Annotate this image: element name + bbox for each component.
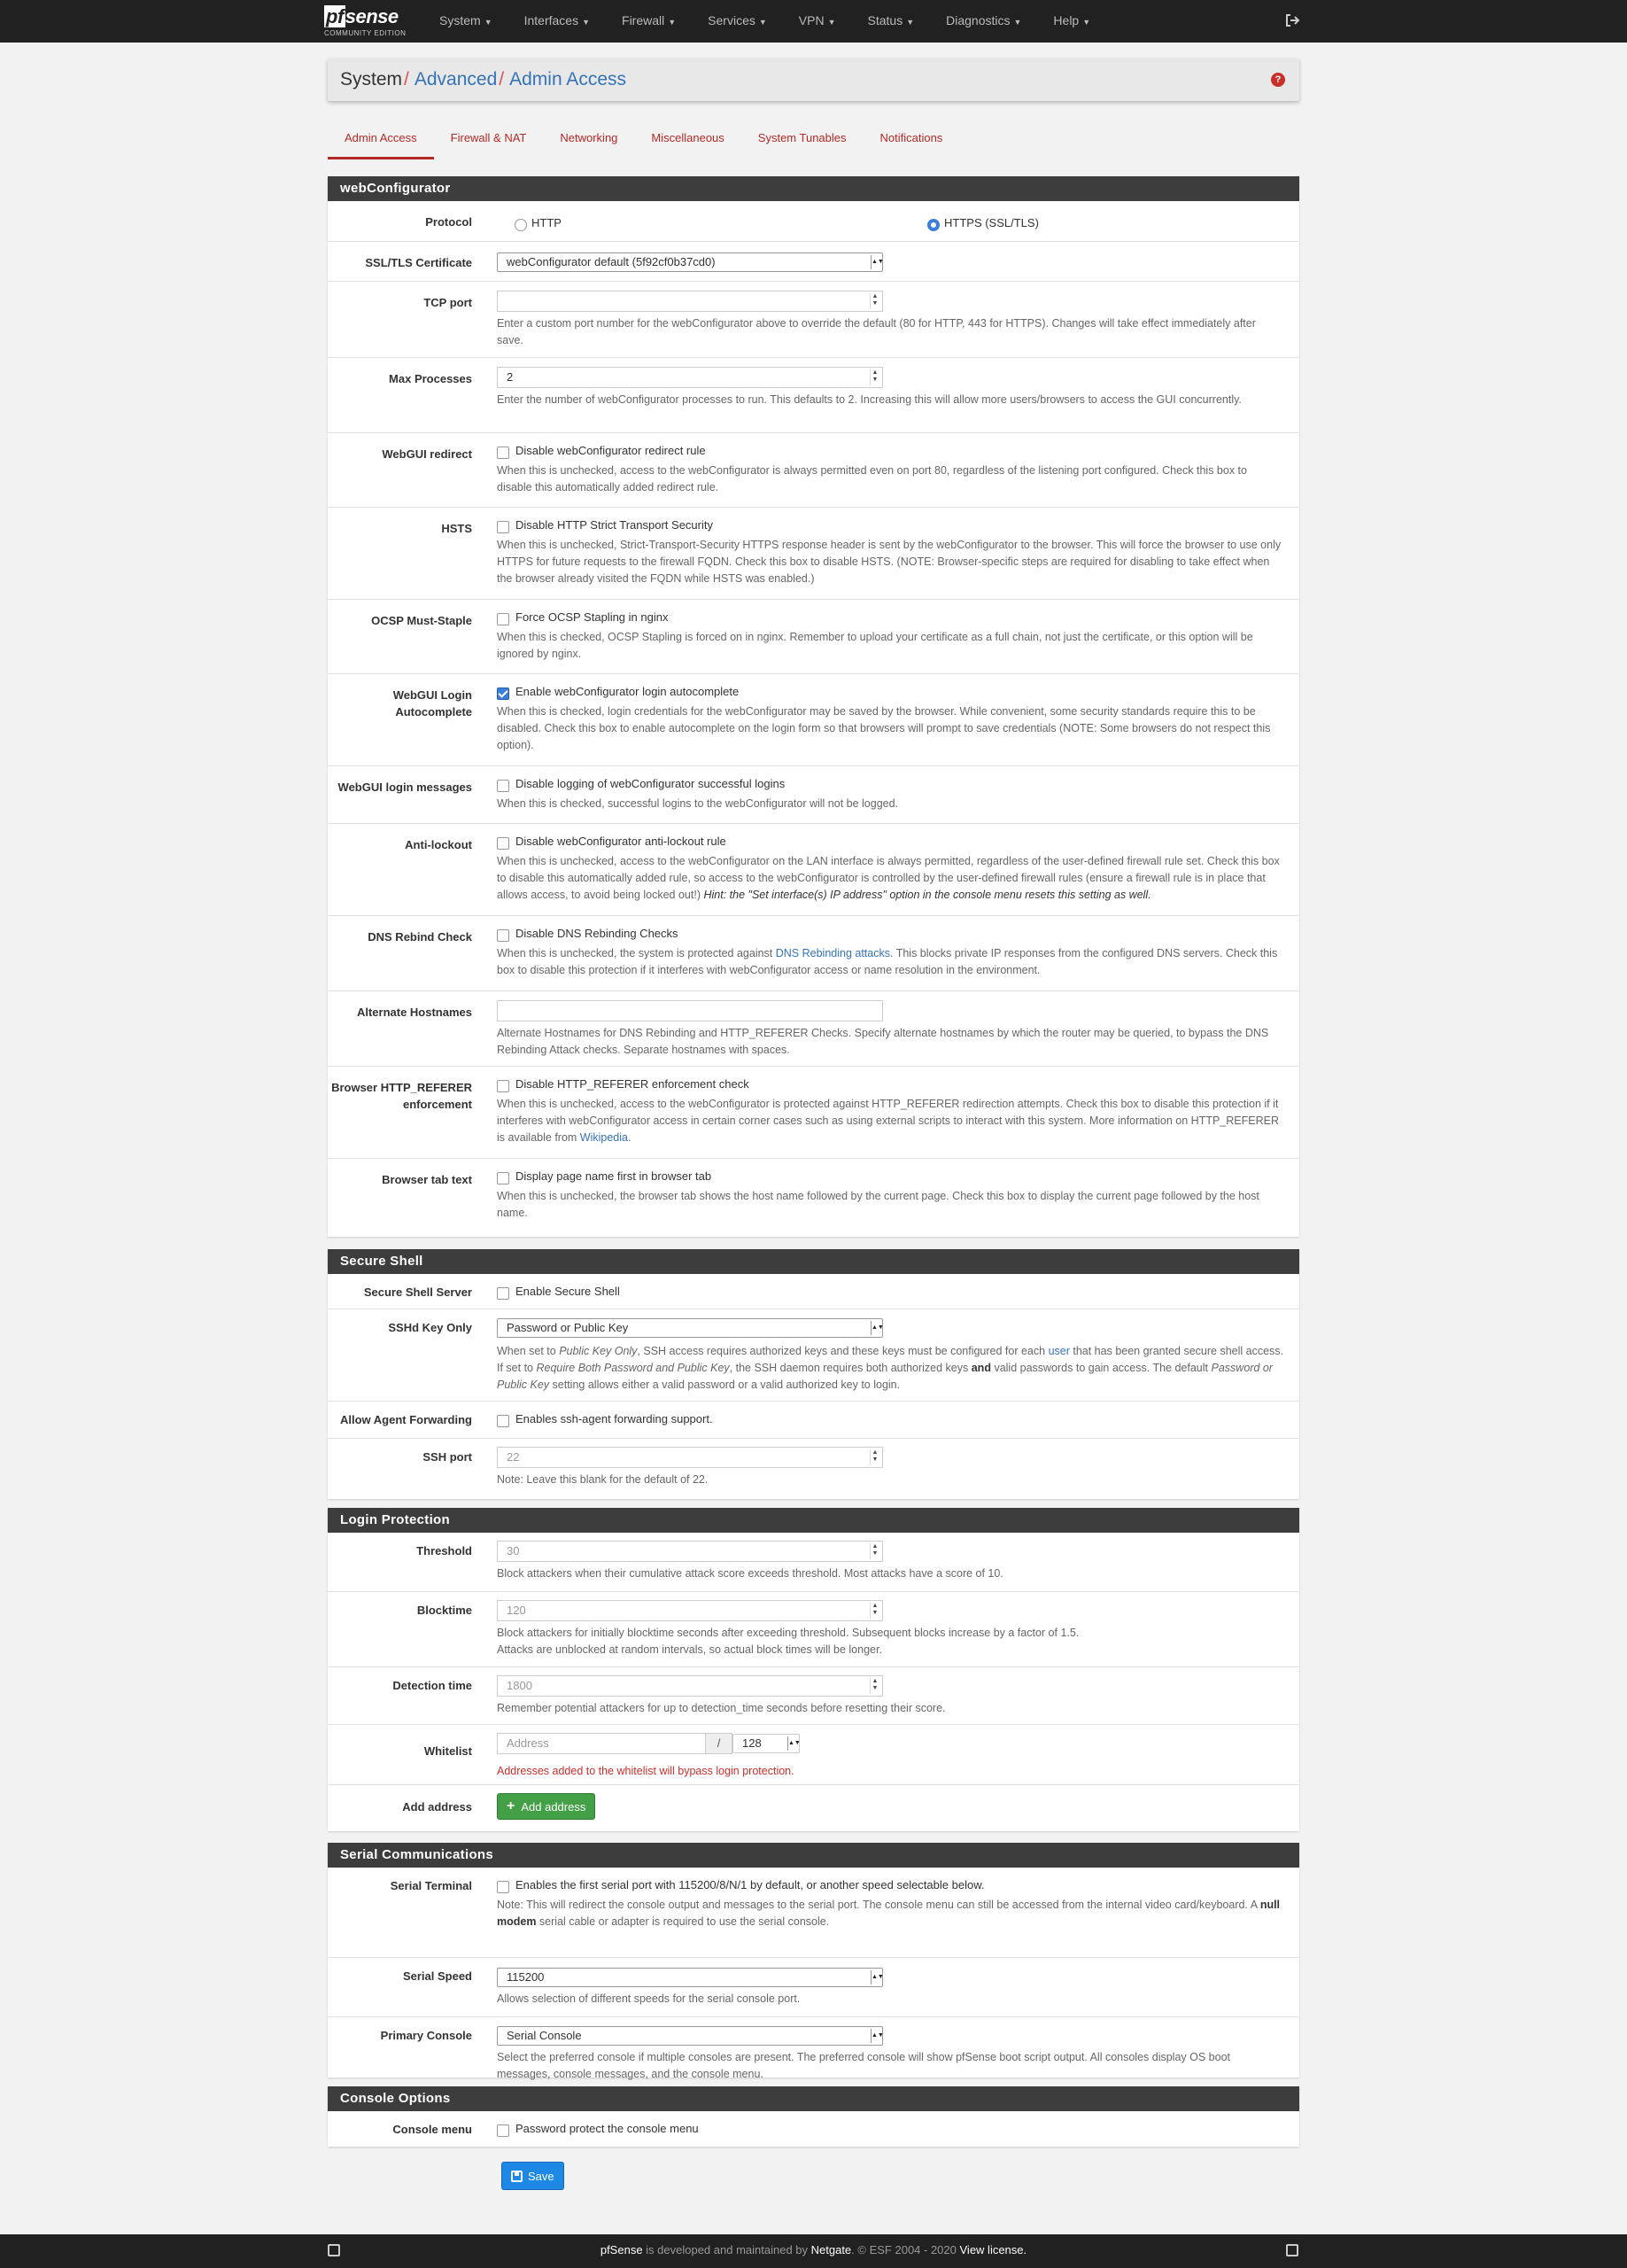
pfsense-logo[interactable] xyxy=(324,5,413,39)
anti-lockout-row xyxy=(328,824,1299,916)
alt-hostnames-row xyxy=(328,991,1299,1067)
blocktime-row xyxy=(328,1592,1299,1667)
primary-console-row xyxy=(328,2017,1299,2078)
primary-console-help: Select the preferred console if multiple consoles are present. The preferred console will show pfSense boot script output. All consoles display OS boot messages, console messages, and the console menu. xyxy=(497,2051,1230,2080)
primary-console-select[interactable]: Serial Console ▲▼ xyxy=(497,2026,883,2046)
anti-lockout-help: When this is unchecked, access to the webConfigurator on the LAN interface is always permitted, regardless of the user-defined firewall rule set. Check this box to disable this automatically added rule, so access to the webConfigurator is controlled by the user-defined firewall rules (ensure a firewall rule is in place that allows access, to avoid being locked out!) Hint: the "Set interface(s) IP address" option in the console menu resets this setting as well. xyxy=(497,855,1280,901)
tab-admin-access[interactable]: Admin Access xyxy=(328,124,434,159)
primary-console-label: Primary Console xyxy=(380,2029,472,2042)
tab-text-checkbox[interactable]: Display page name first in browser tab xyxy=(497,1168,1285,1184)
tab-text-row xyxy=(328,1159,1299,1233)
ocsp-row xyxy=(328,600,1299,674)
footer-license-link[interactable]: View license. xyxy=(959,2243,1027,2256)
ocsp-help: When this is checked, OCSP Stapling is forced on in nginx. Remember to upload your certificate as a full chain, not just the certificate, or this option will be ignored by nginx. xyxy=(497,631,1253,660)
ssh-port-row xyxy=(328,1439,1299,1499)
save-button[interactable]: Save xyxy=(501,2162,564,2190)
console-menu-label: Console menu xyxy=(392,2123,472,2136)
breadcrumb-advanced[interactable]: Advanced xyxy=(414,69,498,89)
nav-firewall[interactable]: Firewall ▼ xyxy=(622,13,677,27)
anti-lockout-checkbox[interactable]: Disable webConfigurator anti-lockout rule xyxy=(497,833,1285,850)
serial-terminal-row xyxy=(328,1868,1299,1958)
add-address-label: Add address xyxy=(402,1800,472,1814)
referer-row xyxy=(328,1067,1299,1159)
console-menu-checkbox[interactable]: Password protect the console menu xyxy=(497,2120,1285,2137)
panel-heading: webConfigurator xyxy=(328,176,1299,201)
detection-help: Remember potential attackers for up to detection_time seconds before resetting their score. xyxy=(497,1702,946,1714)
ssh-keyonly-label: SSHd Key Only xyxy=(388,1321,472,1334)
panel-heading: Console Options xyxy=(328,2086,1299,2111)
tab-system-tunables[interactable]: System Tunables xyxy=(757,131,847,144)
tcp-port-input[interactable]: ▲ ▼ xyxy=(497,291,883,312)
protocol-label: Protocol xyxy=(425,215,472,229)
tcp-port-label: TCP port xyxy=(423,296,472,309)
agent-forwarding-checkbox[interactable]: Enables ssh-agent forwarding support. xyxy=(497,1410,1285,1427)
agent-forwarding-row xyxy=(328,1402,1299,1439)
ssh-port-help: Note: Leave this blank for the default of 22. xyxy=(497,1473,709,1486)
hsts-row xyxy=(328,508,1299,600)
breadcrumb-admin-access[interactable]: Admin Access xyxy=(509,69,626,89)
login-protection-panel xyxy=(328,1508,1299,1831)
footer-netgate-link[interactable]: Netgate xyxy=(810,2243,852,2256)
tcp-port-row xyxy=(328,282,1299,358)
referer-checkbox[interactable]: Disable HTTP_REFERER enforcement check xyxy=(497,1076,1285,1092)
max-processes-row xyxy=(328,358,1299,433)
tab-text-label: Browser tab text xyxy=(382,1173,472,1186)
threshold-input[interactable]: 30 ▲ ▼ xyxy=(497,1541,883,1562)
blocktime-help: Block attackers for initially blocktime seconds after exceeding threshold. Subsequent blocks increase by a factor of 1.5. Attacks are unblocked at random intervals, so actual block times will be longer. xyxy=(497,1627,1080,1656)
serial-terminal-label: Serial Terminal xyxy=(390,1879,472,1892)
whitelist-label: Whitelist xyxy=(423,1744,472,1758)
ssh-server-label: Secure Shell Server xyxy=(363,1285,472,1299)
hsts-help: When this is unchecked, Strict-Transport-Security HTTPS response header is sent by the webConfigurator to the browser. This will force the browser to use only HTTPS for future requests to the firewall FQDN. Check this box to disable HSTS. (NOTE: Browser-specific steps are required for disabling to take effect when the browser already visited the FQDN while HSTS was enabled.) xyxy=(497,539,1282,585)
breadcrumb: System/ Advanced/ Admin Access ? xyxy=(328,58,1299,101)
wikipedia-link[interactable]: Wikipedia xyxy=(579,1131,628,1144)
top-navbar xyxy=(0,0,1627,43)
ssh-port-label: SSH port xyxy=(422,1450,472,1464)
blocktime-label: Blocktime xyxy=(416,1604,472,1617)
logout-icon[interactable] xyxy=(1284,12,1300,28)
logo-pf: pf xyxy=(326,5,344,27)
ssh-port-input[interactable]: 22 ▲ ▼ xyxy=(497,1447,883,1468)
main-menu xyxy=(423,0,1106,43)
tab-bar xyxy=(328,124,959,159)
anti-lockout-label: Anti-lockout xyxy=(405,838,472,851)
tab-notifications[interactable]: Notifications xyxy=(879,131,943,144)
nav-diagnostics[interactable]: Diagnostics ▼ xyxy=(946,13,1022,27)
webconfigurator-panel xyxy=(328,176,1299,1237)
alt-hostnames-input[interactable] xyxy=(497,1000,883,1021)
blocktime-input[interactable]: 120 ▲ ▼ xyxy=(497,1600,883,1621)
breadcrumb-system: System xyxy=(340,69,403,89)
max-processes-label: Max Processes xyxy=(389,372,472,385)
left-footer-icon[interactable] xyxy=(328,2244,340,2256)
panel-heading: Serial Communications xyxy=(328,1843,1299,1868)
help-icon[interactable]: ? xyxy=(1271,73,1285,87)
nav-vpn[interactable]: VPN ▼ xyxy=(798,13,836,27)
secure-shell-panel xyxy=(328,1249,1299,1499)
referer-label: Browser HTTP_REFERER enforcement xyxy=(331,1081,472,1111)
max-processes-help: Enter the number of webConfigurator processes to run. This defaults to 2. Increasing this will allow more users/browsers to access the GUI concurrently. xyxy=(497,393,1242,406)
user-link[interactable]: user xyxy=(1048,1345,1070,1357)
cert-select[interactable]: webConfigurator default (5f92cf0b37cd0) ▲▼ xyxy=(497,252,883,272)
login-messages-checkbox[interactable]: Disable logging of webConfigurator successful logins xyxy=(497,775,1285,792)
detection-label: Detection time xyxy=(392,1679,472,1692)
alt-hostnames-help: Alternate Hostnames for DNS Rebinding and HTTP_REFERER Checks. Specify alternate hostnames by which the router may be queried, to bypass the DNS Rebinding Attack checks. Separate hostnames with spaces. xyxy=(497,1027,1269,1056)
serial-speed-help: Allows selection of different speeds for the serial console port. xyxy=(497,1992,801,2005)
referer-help: When this is unchecked, access to the webConfigurator is protected against HTTP_REFERER redirection attempts. Check this box to disable this protection if it interferes with webConfigurator access in certain corner cases such as using external scripts to interact with this system. More information on HTTP_REFERER is available from Wikipedia. xyxy=(497,1098,1279,1144)
whitelist-row xyxy=(328,1725,1299,1785)
cert-label: SSL/TLS Certificate xyxy=(365,256,472,269)
hsts-checkbox[interactable]: Disable HTTP Strict Transport Security xyxy=(497,517,1285,533)
hsts-label: HSTS xyxy=(441,522,472,535)
nav-help[interactable]: Help ▼ xyxy=(1053,13,1091,27)
whitelist-address-input[interactable]: Address xyxy=(497,1733,706,1754)
serial-terminal-checkbox[interactable]: Enables the first serial port with 115200/8/N/1 by default, or another speed selectable below. xyxy=(497,1876,1285,1893)
tcp-port-help: Enter a custom port number for the webConfigurator above to override the default (80 for HTTP, 443 for HTTPS). Changes will take effect immediately after save. xyxy=(497,317,1256,346)
login-messages-label: WebGUI login messages xyxy=(337,781,472,794)
nav-services[interactable]: Services ▼ xyxy=(708,13,767,27)
add-address-row xyxy=(328,1785,1299,1831)
save-icon xyxy=(511,2171,523,2182)
tab-firewall-nat[interactable]: Firewall & NAT xyxy=(450,131,527,144)
plus-icon: + xyxy=(507,1798,515,1814)
right-footer-icon[interactable] xyxy=(1286,2244,1298,2256)
threshold-label: Threshold xyxy=(416,1544,472,1557)
ocsp-label: OCSP Must-Staple xyxy=(371,614,472,627)
webgui-redirect-label: WebGUI redirect xyxy=(382,447,472,461)
threshold-row xyxy=(328,1533,1299,1592)
logo-edition: COMMUNITY EDITION xyxy=(324,29,407,37)
dns-rebind-row xyxy=(328,916,1299,991)
whitelist-help: Addresses added to the whitelist will bypass login protection. xyxy=(497,1765,794,1777)
autocomplete-label: WebGUI Login Autocomplete xyxy=(392,688,472,718)
console-menu-row xyxy=(328,2111,1299,2147)
dns-rebind-help: When this is unchecked, the system is protected against DNS Rebinding attacks. This blocks private IP responses from the configured DNS servers. Check this box to disable this protection if it interferes with webConfigurator access or name resolution in the environment. xyxy=(497,947,1278,976)
whitelist-slash: / xyxy=(706,1733,732,1754)
whitelist-mask-select[interactable]: 128 ▲▼ xyxy=(732,1734,800,1753)
ocsp-checkbox[interactable]: Force OCSP Stapling in nginx xyxy=(497,609,1285,625)
logo-sense: sense xyxy=(345,5,399,27)
alt-hostnames-label: Alternate Hostnames xyxy=(356,1006,472,1019)
cert-row xyxy=(328,242,1299,282)
panel-heading: Secure Shell xyxy=(328,1249,1299,1274)
protocol-http-radio[interactable]: HTTP xyxy=(515,214,562,231)
ssh-keyonly-row xyxy=(328,1309,1299,1402)
serial-speed-row xyxy=(328,1958,1299,2017)
autocomplete-help: When this is checked, login credentials for the webConfigurator may be saved by the browser. While convenient, some security standards require this to be disabled. Check this box to enable autocomplete on the login form so that browsers will prompt to save credentials (NOTE: Some browsers do not respect this option). xyxy=(497,705,1271,751)
tab-text-help: When this is unchecked, the browser tab shows the host name followed by the current page. Check this box to display the current page followed by the host name. xyxy=(497,1190,1259,1219)
protocol-https-radio[interactable]: HTTPS (SSL/TLS) xyxy=(927,214,1039,231)
panel-heading: Login Protection xyxy=(328,1508,1299,1533)
login-messages-help: When this is checked, successful logins to the webConfigurator will not be logged. xyxy=(497,797,899,810)
threshold-help: Block attackers when their cumulative attack score exceeds threshold. Most attacks have a score of 10. xyxy=(497,1567,1003,1580)
tab-miscellaneous[interactable]: Miscellaneous xyxy=(651,131,724,144)
dns-rebind-checkbox[interactable]: Disable DNS Rebinding Checks xyxy=(497,925,1285,942)
detection-input[interactable]: 1800 ▲ ▼ xyxy=(497,1675,883,1697)
console-options-panel xyxy=(328,2086,1299,2147)
max-processes-input[interactable]: 2 ▲ ▼ xyxy=(497,367,883,388)
nav-status[interactable]: Status ▼ xyxy=(867,13,915,27)
autocomplete-checkbox[interactable]: Enable webConfigurator login autocomplete xyxy=(497,683,1285,700)
ssh-server-checkbox[interactable]: Enable Secure Shell xyxy=(497,1283,1285,1300)
ssh-keyonly-select[interactable]: Password or Public Key ▲▼ xyxy=(497,1318,883,1338)
ssh-server-row xyxy=(328,1274,1299,1309)
footer: pfSense is developed and maintained by Netgate. © ESF 2004 - 2020 View license. xyxy=(0,2234,1627,2268)
nav-system[interactable]: System ▼ xyxy=(439,13,492,27)
dns-rebinding-link[interactable]: DNS Rebinding attacks xyxy=(775,947,890,959)
dns-rebind-label: DNS Rebind Check xyxy=(368,930,472,944)
login-messages-row xyxy=(328,766,1299,824)
serial-speed-select[interactable]: 115200 ▲▼ xyxy=(497,1968,883,1987)
serial-speed-label: Serial Speed xyxy=(402,1969,472,1983)
protocol-row xyxy=(328,201,1299,242)
ssh-keyonly-help: When set to Public Key Only, SSH access requires authorized keys and these keys must be configured for each user that has been granted secure shell access. If set to Require Both Password and Public Key, the SSH daemon requires both authorized keys and valid passwords to gain access. The default Password or Public Key setting allows either a valid password or a valid authorized key to login. xyxy=(497,1345,1284,1391)
webgui-redirect-row xyxy=(328,433,1299,508)
autocomplete-row xyxy=(328,674,1299,766)
webgui-redirect-checkbox[interactable]: Disable webConfigurator redirect rule xyxy=(497,442,1285,459)
nav-interfaces[interactable]: Interfaces ▼ xyxy=(523,13,591,27)
webgui-redirect-help: When this is unchecked, access to the webConfigurator is always permitted even on port 80, regardless of the listening port configured. Check this box to disable this automatically added redirect rule. xyxy=(497,464,1247,493)
footer-pfsense: pfSense xyxy=(600,2243,643,2256)
agent-forwarding-label: Allow Agent Forwarding xyxy=(339,1413,472,1426)
serial-terminal-help: Note: This will redirect the console output and messages to the serial port. The console menu can still be accessed from the internal video card/keyboard. A null modem serial cable or adapter is required to use the serial console. xyxy=(497,1899,1281,1928)
add-address-button[interactable]: + Add address xyxy=(497,1793,595,1820)
tab-networking[interactable]: Networking xyxy=(560,131,618,144)
detection-row xyxy=(328,1667,1299,1725)
serial-panel xyxy=(328,1843,1299,2078)
